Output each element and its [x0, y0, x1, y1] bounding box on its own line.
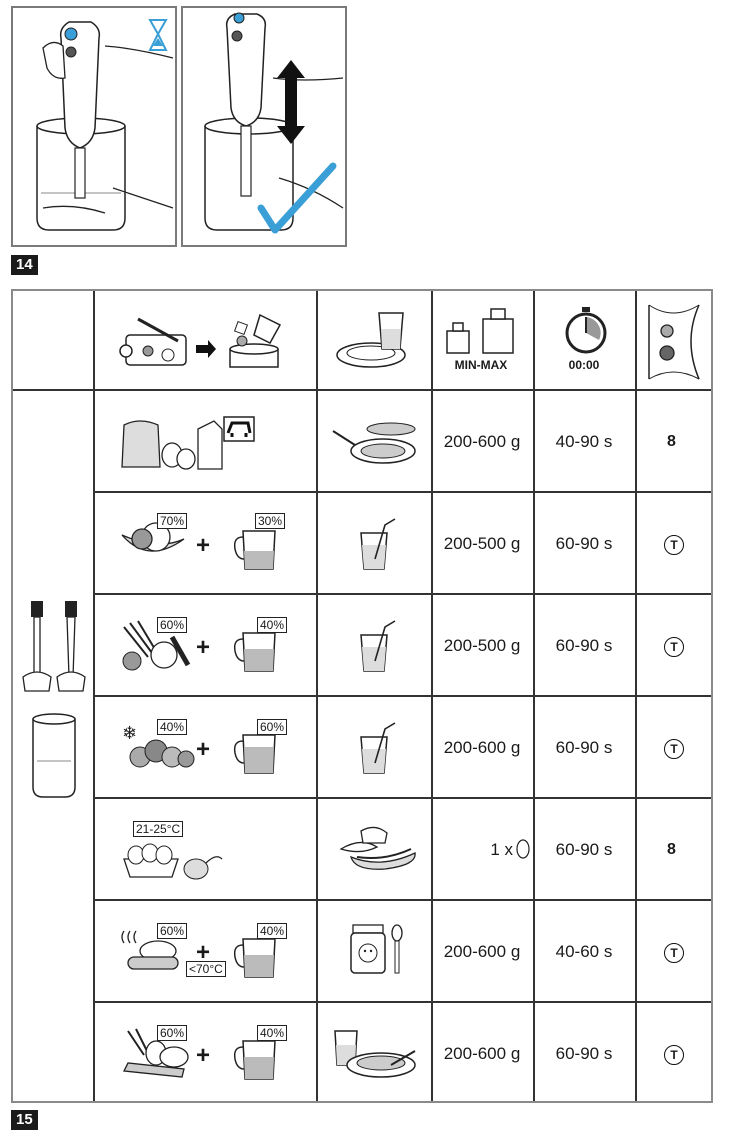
row5-amount: 1 x	[490, 840, 513, 859]
row2-amount: 200-500 g	[443, 534, 521, 553]
measuring-jug-icon	[233, 631, 281, 673]
row6-setting-turbo-icon: T	[664, 943, 684, 963]
usage-table	[11, 289, 713, 1103]
row3-amount: 200-500 g	[443, 636, 521, 655]
figure-14-panel-left	[11, 6, 177, 247]
row4-amount: 200-600 g	[443, 738, 521, 757]
row4-time: 60-90 s	[555, 738, 613, 757]
row3-pct-veg: 60%	[157, 617, 187, 633]
measuring-jug-icon	[233, 1039, 281, 1081]
row3-time: 60-90 s	[555, 636, 613, 655]
glass-with-straw-icon	[357, 617, 397, 675]
row5-temperature: 21-25°C	[133, 821, 183, 837]
row4-pct-frozen: 40%	[157, 719, 187, 735]
scale-weights-icon	[441, 305, 521, 355]
row2-time: 60-90 s	[555, 534, 613, 553]
figure-14-label: 14	[11, 255, 38, 275]
row7-pct-veg: 60%	[157, 1025, 187, 1041]
row2-pct-liquid: 30%	[255, 513, 285, 529]
cutting-board-to-jug-icon	[118, 309, 298, 371]
glass-with-straw-icon	[357, 515, 397, 573]
soup-bowl-glass-icon	[331, 1025, 419, 1081]
row6-temperature: <70°C	[186, 961, 226, 977]
timer-label: 00:00	[568, 358, 600, 372]
row7-pct-liquid: 40%	[257, 1025, 287, 1041]
eggs-oil-icon	[118, 837, 228, 883]
blender-in-beaker-illustration	[13, 8, 175, 245]
row6-pct-liquid: 40%	[257, 923, 287, 939]
row2-pct-fruit: 70%	[157, 513, 187, 529]
weight-range-label: MIN-MAX	[454, 358, 508, 372]
plus-sign: +	[196, 1042, 211, 1069]
egg-outline-icon	[516, 839, 530, 859]
plus-sign: +	[196, 736, 211, 763]
plus-sign: +	[196, 532, 211, 559]
plus-sign: +	[196, 939, 211, 966]
stopwatch-icon	[563, 305, 609, 357]
pancake-pan-icon	[331, 417, 419, 469]
row6-pct-veg: 60%	[157, 923, 187, 939]
up-down-arrow-icon	[277, 60, 305, 144]
row6-amount: 200-600 g	[443, 942, 521, 961]
glass-with-straw-icon	[357, 719, 397, 777]
row1-setting: 8	[667, 433, 676, 450]
row7-setting-turbo-icon: T	[664, 1045, 684, 1065]
measuring-jug-icon	[233, 733, 281, 775]
blender-up-down-check-illustration	[183, 8, 345, 245]
measuring-jug-icon	[233, 529, 281, 571]
svg-text:❄: ❄	[122, 723, 138, 744]
row3-setting-turbo-icon: T	[664, 637, 684, 657]
row3-pct-liquid: 40%	[257, 617, 287, 633]
figure-15-label: 15	[11, 1110, 38, 1130]
flour-eggs-milk-icon	[118, 411, 278, 471]
row6-time: 40-60 s	[555, 942, 613, 961]
row7-time: 60-90 s	[555, 1044, 613, 1063]
measuring-jug-icon	[233, 937, 281, 979]
row5-setting: 8	[667, 841, 676, 858]
row1-amount: 200-600 g	[443, 432, 521, 451]
speed-button-panel-icon	[643, 301, 705, 383]
checkmark-icon	[261, 166, 333, 230]
blender-shaft-and-beaker-icon	[19, 591, 89, 811]
baby-food-jar-spoon-icon	[347, 921, 407, 977]
hotdog-mayo-icon	[331, 819, 421, 875]
plate-and-glass-icon	[333, 307, 413, 373]
row7-amount: 200-600 g	[443, 1044, 521, 1063]
row1-time: 40-90 s	[555, 432, 613, 451]
row2-setting-turbo-icon: T	[664, 535, 684, 555]
figure-14-panel-right	[181, 6, 347, 247]
row4-pct-liquid: 60%	[257, 719, 287, 735]
row5-time: 60-90 s	[555, 840, 613, 859]
row4-setting-turbo-icon: T	[664, 739, 684, 759]
plus-sign: +	[196, 634, 211, 661]
